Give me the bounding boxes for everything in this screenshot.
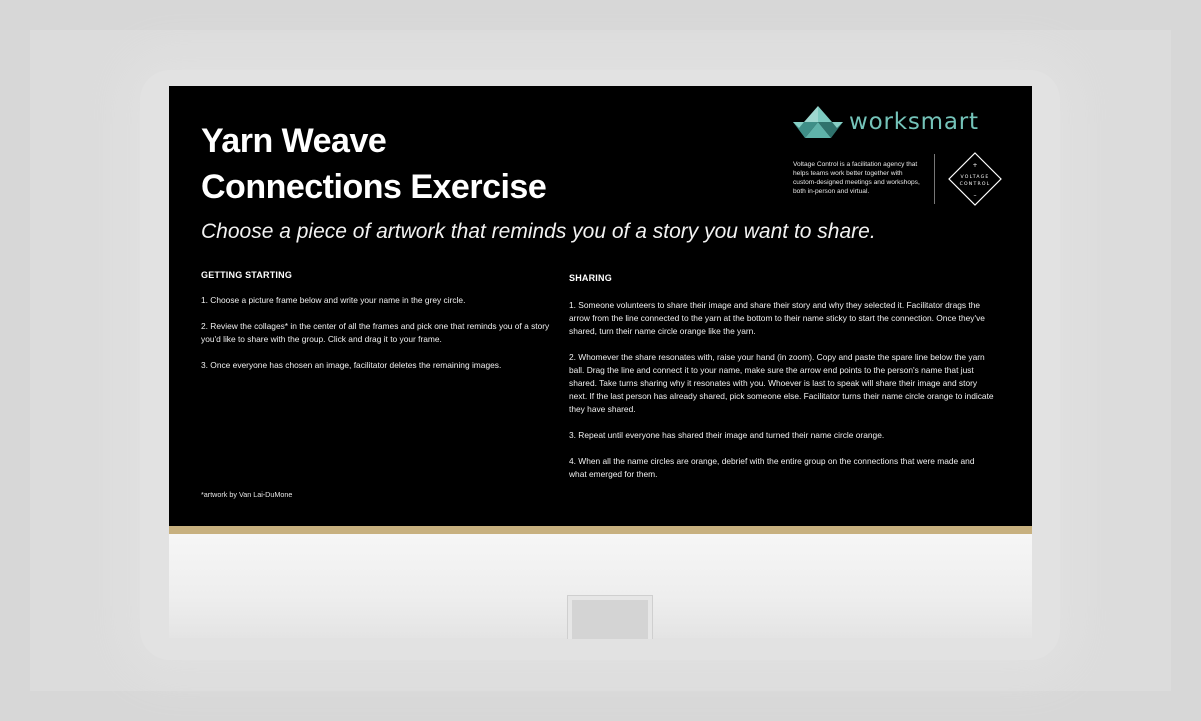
sharing-heading: SHARING xyxy=(569,273,612,283)
diamond-badge-icon xyxy=(948,152,1002,206)
picture-frame[interactable] xyxy=(567,595,653,639)
artwork-credit: *artwork by Van Lai-DuMone xyxy=(201,490,293,499)
getting-started-step: 2. Review the collages* in the center of all the frames and pick one that reminds you of a story you'd like to share with the group. Click and drag it to your frame. xyxy=(201,321,550,344)
badge-line-1: VOLTAGE xyxy=(960,175,990,180)
sharing-step: 2. Whomever the share resonates with, raise your hand (in zoom). Copy and paste the spare line below the yarn ball. Drag the line and connect it to your name, make sure the arrow end points to the person's name that just shared. Take turns sharing why it resonates with you. Whoever is last to speak will share their image and story next. If the last person has already shared, pick someone else. Facilitator turns their name circle orange to indicate they have shared. xyxy=(569,352,994,414)
getting-started-step: 1. Choose a picture frame below and write your name in the grey circle. xyxy=(201,295,466,305)
logo-wordmark: worksmart xyxy=(849,109,979,135)
agency-tagline: Voltage Control is a facilitation agency that helps teams work better together with custom-designed meetings and workshops, both in-person and virtual. xyxy=(793,161,920,195)
getting-started-section xyxy=(201,270,551,385)
sharing-section xyxy=(569,270,994,494)
badge-plus: + xyxy=(972,162,978,169)
title-line-1: Yarn Weave xyxy=(201,122,387,160)
sharing-step: 1. Someone volunteers to share their image and share their story and why they selected it. Facilitator drags the arrow from the line connected to the yarn at the bottom to their name sticky to start the connection. Once they've shared, turn their name circle orange like the yarn. xyxy=(569,300,985,336)
title-line-2: Connections Exercise xyxy=(201,168,547,206)
exercise-board[interactable] xyxy=(169,86,1032,526)
page-title xyxy=(201,118,546,210)
gold-accent-strip xyxy=(169,526,1032,534)
page-subtitle: Choose a piece of artwork that reminds you of a story you want to share. xyxy=(201,220,876,243)
picture-frame-inner xyxy=(572,600,648,639)
brand-divider xyxy=(934,154,935,204)
sharing-step: 4. When all the name circles are orange, debrief with the entire group on the connections that were made and what emerged for them. xyxy=(569,456,975,479)
badge-minus: – xyxy=(973,192,977,199)
getting-started-heading: GETTING STARTING xyxy=(201,270,293,280)
sharing-step: 3. Repeat until everyone has shared their image and turned their name circle orange. xyxy=(569,430,885,440)
paper-boat-icon xyxy=(791,104,845,140)
badge-line-2: CONTROL xyxy=(959,182,991,187)
getting-started-step: 3. Once everyone has chosen an image, facilitator deletes the remaining images. xyxy=(201,360,502,370)
worksmart-logo xyxy=(791,104,1001,140)
